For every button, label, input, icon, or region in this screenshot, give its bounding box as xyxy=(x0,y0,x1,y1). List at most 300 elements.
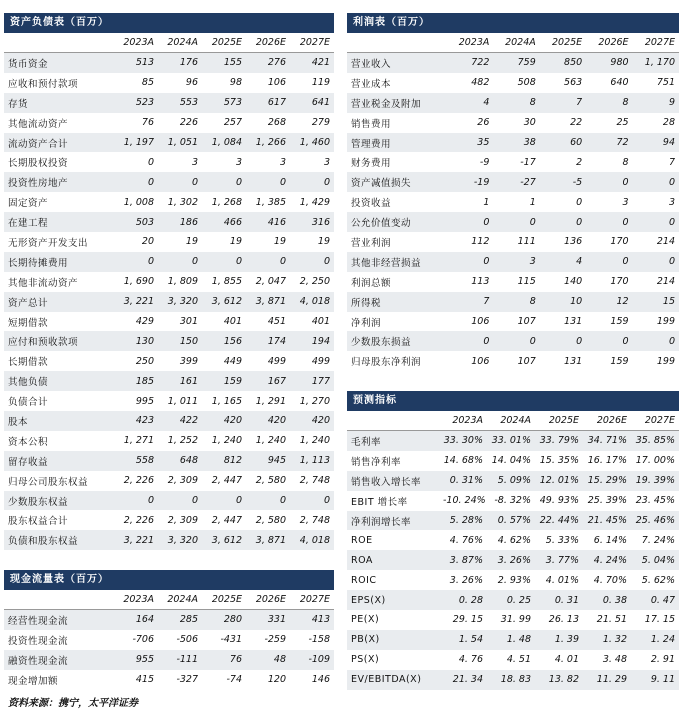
table-row xyxy=(4,471,334,491)
cell-value: 94 xyxy=(633,133,679,153)
cell-value: 573 xyxy=(202,93,246,113)
cell-value: 170 xyxy=(610,236,629,248)
header-blank-cell xyxy=(347,33,447,53)
cell-value: -19 xyxy=(447,172,493,192)
cell-value: 106 xyxy=(471,355,490,367)
cell-value: 1, 690 xyxy=(123,276,154,288)
cell-value: 423 xyxy=(114,411,158,431)
table-row xyxy=(4,371,334,391)
cell-value: 4, 018 xyxy=(290,292,334,312)
cell-value: 499 xyxy=(311,355,330,367)
row-label: 无形资产开发支出 xyxy=(8,237,89,249)
year-header: 2024A xyxy=(167,37,198,48)
cell-value: 0 xyxy=(158,172,202,192)
cell-value: 0 xyxy=(540,331,586,351)
cell-value: 2, 580 xyxy=(255,475,286,487)
table-row xyxy=(4,411,334,431)
cell-value: 553 xyxy=(158,93,202,113)
income-header-row xyxy=(347,33,679,53)
cell-value: 499 xyxy=(267,355,286,367)
balance-sheet-panel xyxy=(4,13,334,550)
row-label: 所得税 xyxy=(347,292,447,312)
cell-value: 0 xyxy=(202,172,246,192)
cell-value: 1, 252 xyxy=(167,435,198,447)
cell-value: 174 xyxy=(246,331,290,351)
cell-value: 16. 17% xyxy=(587,455,627,467)
table-row xyxy=(347,351,679,371)
row-label: EBIT 增长率 xyxy=(351,496,408,508)
cell-value: 136 xyxy=(564,236,583,248)
cell-value: 199 xyxy=(656,355,675,367)
cell-value: 257 xyxy=(223,117,242,129)
cell-value: 8 xyxy=(586,93,632,113)
cell-value: 4. 62% xyxy=(497,534,531,546)
cell-value: 111 xyxy=(517,236,536,248)
cell-value: 0 xyxy=(493,212,539,232)
cell-value: 17. 00% xyxy=(635,455,675,467)
cell-value: 945 xyxy=(246,451,290,471)
cell-value: 2 xyxy=(576,156,583,168)
cell-value: 155 xyxy=(202,53,246,73)
cell-value: 1. 24 xyxy=(631,630,679,650)
cell-value: -506 xyxy=(176,634,198,646)
row-label: 少数股东损益 xyxy=(347,331,447,351)
cell-value: 420 xyxy=(202,411,246,431)
cell-value: 331 xyxy=(246,610,290,630)
cell-value: 1, 240 xyxy=(211,435,242,447)
cell-value: 226 xyxy=(179,117,198,129)
forecast-title: 预测指标 xyxy=(347,391,679,411)
cell-value: 0 xyxy=(114,172,158,192)
cell-value: 0. 31% xyxy=(439,471,487,491)
year-header: 2025E xyxy=(211,594,242,605)
cell-value: 164 xyxy=(114,610,158,630)
cell-value: 1. 48 xyxy=(487,630,535,650)
table-row xyxy=(347,212,679,232)
cell-value: 49. 93% xyxy=(539,495,579,507)
cell-value: 0 xyxy=(586,252,632,272)
income-panel xyxy=(347,13,679,371)
table-row xyxy=(347,73,679,93)
row-label: 其他非流动资产 xyxy=(8,277,79,289)
cell-value: 4. 70% xyxy=(593,574,627,586)
cell-value: 214 xyxy=(656,276,675,288)
cell-value: -5 xyxy=(540,172,586,192)
row-label: 利润总额 xyxy=(351,277,392,289)
cell-value: 19 xyxy=(317,236,330,248)
cell-value: 2. 93% xyxy=(497,574,531,586)
row-label: 营业收入 xyxy=(347,53,447,73)
cell-value: -706 xyxy=(132,634,154,646)
row-label: 股本 xyxy=(4,411,114,431)
cell-value: 0 xyxy=(586,172,632,192)
cell-value: 11. 29 xyxy=(583,670,631,690)
table-row xyxy=(4,312,334,332)
cashflow-panel xyxy=(4,570,334,690)
cell-value: 449 xyxy=(223,355,242,367)
cell-value: 1 xyxy=(483,196,490,208)
cell-value: 159 xyxy=(610,316,629,328)
cashflow-title: 现金流量表（百万） xyxy=(4,570,334,590)
cell-value: 14. 04% xyxy=(491,455,531,467)
cell-value: 1, 240 xyxy=(255,435,286,447)
row-label: 投资性现金流 xyxy=(8,635,69,647)
row-label: ROE xyxy=(351,534,373,546)
cell-value: 120 xyxy=(267,674,286,686)
cell-value: 1, 165 xyxy=(211,395,242,407)
row-label: 负债和股东权益 xyxy=(4,530,114,550)
cell-value: 4. 76% xyxy=(449,534,483,546)
cell-value: 1, 170 xyxy=(633,53,679,73)
year-header: 2027E xyxy=(644,415,675,426)
cell-value: 10 xyxy=(540,292,586,312)
cell-value: 4. 51 xyxy=(506,654,531,666)
cell-value: 1, 855 xyxy=(211,276,242,288)
cell-value: 112 xyxy=(471,236,490,248)
row-label: 净利润增长率 xyxy=(347,511,439,531)
row-label: 其他流动资产 xyxy=(8,118,69,130)
table-row xyxy=(4,133,334,153)
cell-value: 21. 45% xyxy=(583,511,631,531)
cell-value: 60 xyxy=(540,133,586,153)
table-row xyxy=(347,530,679,550)
cell-value: 115 xyxy=(517,276,536,288)
cell-value: -27 xyxy=(493,172,539,192)
cell-value: 3. 48 xyxy=(602,654,627,666)
table-row xyxy=(4,451,334,471)
cell-value: 1. 39 xyxy=(535,630,583,650)
cell-value: 513 xyxy=(114,53,158,73)
cell-value: 5. 28% xyxy=(439,511,487,531)
cell-value: 15 xyxy=(633,292,679,312)
row-label: ROIC xyxy=(351,574,377,586)
cell-value: 0 xyxy=(114,252,158,272)
cell-value: 1, 385 xyxy=(255,196,286,208)
cell-value: 0 xyxy=(158,252,202,272)
cell-value: 25 xyxy=(616,117,629,129)
cell-value: 1, 302 xyxy=(167,196,198,208)
cell-value: 1, 011 xyxy=(167,395,198,407)
cell-value: 7. 24% xyxy=(641,534,675,546)
cell-value: 4. 01% xyxy=(545,574,579,586)
table-row xyxy=(347,570,679,590)
cell-value: 2, 447 xyxy=(211,514,242,526)
table-row xyxy=(4,113,334,133)
row-label: 归母公司股东权益 xyxy=(8,476,89,488)
cell-value: 177 xyxy=(290,371,334,391)
cell-value: 119 xyxy=(311,77,330,89)
cell-value: 0 xyxy=(290,491,334,511)
table-row xyxy=(347,272,679,292)
row-label: 营业利润 xyxy=(351,237,392,249)
cell-value: 0 xyxy=(447,212,493,232)
cell-value: 0. 25 xyxy=(487,590,535,610)
cell-value: 34. 71% xyxy=(583,431,631,451)
table-row xyxy=(4,331,334,351)
cell-value: 0 xyxy=(246,491,290,511)
cell-value: 167 xyxy=(246,371,290,391)
cell-value: 19. 39% xyxy=(631,471,679,491)
cell-value: 3 xyxy=(622,196,629,208)
table-row xyxy=(347,292,679,312)
cell-value: 1, 197 xyxy=(114,133,158,153)
cell-value: 1, 240 xyxy=(299,435,330,447)
table-row xyxy=(347,610,679,630)
table-row xyxy=(347,172,679,192)
row-label: 经营性现金流 xyxy=(4,610,114,630)
cell-value: 194 xyxy=(290,331,334,351)
cell-value: 0 xyxy=(447,252,493,272)
cell-value: 0. 38 xyxy=(583,590,631,610)
cell-value: 186 xyxy=(158,212,202,232)
cell-value: 1, 268 xyxy=(211,196,242,208)
cell-value: 2, 309 xyxy=(167,475,198,487)
cell-value: 48 xyxy=(246,650,290,670)
cell-value: 420 xyxy=(246,411,290,431)
income-title: 利润表（百万） xyxy=(347,13,679,33)
year-header: 2026E xyxy=(255,594,286,605)
cell-value: 422 xyxy=(158,411,202,431)
cell-value: -109 xyxy=(290,650,334,670)
year-header: 2023A xyxy=(458,37,490,48)
cell-value: 20 xyxy=(141,236,154,248)
cell-value: 508 xyxy=(517,77,536,89)
cell-value: 0 xyxy=(576,196,583,208)
cell-value: 0 xyxy=(114,491,158,511)
table-row xyxy=(4,530,334,550)
table-row xyxy=(4,391,334,411)
row-label: 货币资金 xyxy=(4,53,114,73)
cell-value: 0 xyxy=(202,491,246,511)
row-label: 营业成本 xyxy=(351,78,392,90)
cell-value: 3 xyxy=(668,196,675,208)
year-header: 2026E xyxy=(255,37,286,48)
cell-value: 159 xyxy=(610,355,629,367)
cell-value: 14. 68% xyxy=(443,455,483,467)
cell-value: 1, 084 xyxy=(202,133,246,153)
cell-value: 22. 44% xyxy=(535,511,583,531)
cell-value: 3, 320 xyxy=(158,530,202,550)
cell-value: -431 xyxy=(220,634,242,646)
cell-value: -17 xyxy=(520,156,536,168)
cell-value: 76 xyxy=(141,117,154,129)
cell-value: 759 xyxy=(493,53,539,73)
table-row xyxy=(4,252,334,272)
table-row xyxy=(347,550,679,570)
table-row xyxy=(4,192,334,212)
table-row xyxy=(347,511,679,531)
cell-value: 1. 54 xyxy=(439,630,487,650)
cell-value: 523 xyxy=(114,93,158,113)
cell-value: 641 xyxy=(290,93,334,113)
row-label: 现金增加额 xyxy=(8,675,59,687)
cell-value: 429 xyxy=(135,316,154,328)
cell-value: 751 xyxy=(656,77,675,89)
cell-value: 106 xyxy=(267,77,286,89)
table-row xyxy=(4,232,334,252)
cell-value: 0 xyxy=(633,212,679,232)
cell-value: 106 xyxy=(471,316,490,328)
table-row xyxy=(4,630,334,650)
cell-value: 2, 250 xyxy=(299,276,330,288)
cell-value: 3, 320 xyxy=(158,292,202,312)
cell-value: 503 xyxy=(114,212,158,232)
cell-value: 185 xyxy=(114,371,158,391)
cell-value: 3. 77% xyxy=(535,550,583,570)
forecast-table xyxy=(347,411,679,690)
cell-value: 23. 45% xyxy=(635,495,675,507)
cell-value: 8 xyxy=(622,156,629,168)
cell-value: 107 xyxy=(517,316,536,328)
cell-value: 3 xyxy=(323,156,330,168)
row-label: 固定资产 xyxy=(8,198,49,210)
cell-value: 5. 62% xyxy=(641,574,675,586)
cell-value: 563 xyxy=(564,77,583,89)
cell-value: 2, 047 xyxy=(255,276,286,288)
cell-value: 25. 39% xyxy=(587,495,627,507)
cell-value: 25. 46% xyxy=(631,511,679,531)
cell-value: 0 xyxy=(586,331,632,351)
year-header: 2026E xyxy=(598,37,629,48)
row-label: 资产总计 xyxy=(4,292,114,312)
row-label: EPS(X) xyxy=(347,590,439,610)
income-table xyxy=(347,33,679,371)
row-label: 融资性现金流 xyxy=(4,650,114,670)
cell-value: 980 xyxy=(586,53,632,73)
cell-value: -8. 32% xyxy=(494,495,531,507)
cell-value: 0 xyxy=(290,172,334,192)
cell-value: 3, 871 xyxy=(246,530,290,550)
row-label: PE(X) xyxy=(351,614,380,626)
cell-value: 2, 226 xyxy=(123,514,154,526)
cell-value: 26. 13 xyxy=(548,614,579,626)
row-label: 流动资产合计 xyxy=(4,133,114,153)
cell-value: 22 xyxy=(570,117,583,129)
cell-value: 451 xyxy=(267,316,286,328)
cell-value: 3 xyxy=(235,156,242,168)
cell-value: 30 xyxy=(523,117,536,129)
cell-value: 3, 612 xyxy=(202,292,246,312)
row-label: 投资收益 xyxy=(351,198,392,210)
row-label: 留存收益 xyxy=(4,451,114,471)
table-row xyxy=(4,172,334,192)
cell-value: 0 xyxy=(202,252,246,272)
cell-value: -327 xyxy=(176,674,198,686)
cell-value: 640 xyxy=(610,77,629,89)
row-label: 销售净利率 xyxy=(351,456,402,468)
cell-value: 1, 270 xyxy=(299,395,330,407)
row-label: 资本公积 xyxy=(8,436,49,448)
cell-value: -74 xyxy=(226,674,242,686)
cell-value: 1, 291 xyxy=(255,395,286,407)
table-row xyxy=(347,451,679,471)
cell-value: 12 xyxy=(586,292,632,312)
table-row xyxy=(347,331,679,351)
cell-value: 415 xyxy=(135,674,154,686)
cell-value: 35 xyxy=(447,133,493,153)
cell-value: 3, 612 xyxy=(202,530,246,550)
cell-value: 1, 113 xyxy=(290,451,334,471)
row-label: 在建工程 xyxy=(4,212,114,232)
cell-value: 722 xyxy=(447,53,493,73)
cell-value: 1, 266 xyxy=(246,133,290,153)
header-blank-cell xyxy=(347,411,439,431)
cell-value: 8 xyxy=(493,93,539,113)
forecast-panel xyxy=(347,391,679,690)
row-label: 管理费用 xyxy=(347,133,447,153)
cashflow-table xyxy=(4,590,334,690)
year-header: 2027E xyxy=(644,37,675,48)
cell-value: 466 xyxy=(202,212,246,232)
table-row xyxy=(4,610,334,630)
cell-value: 29. 15 xyxy=(452,614,483,626)
table-row xyxy=(347,113,679,133)
cell-value: 1, 051 xyxy=(158,133,202,153)
cell-value: 4, 018 xyxy=(290,530,334,550)
cell-value: 4. 24% xyxy=(583,550,631,570)
cell-value: 96 xyxy=(185,77,198,89)
cell-value: 416 xyxy=(246,212,290,232)
cell-value: 8 xyxy=(493,292,539,312)
row-label: 公允价值变动 xyxy=(347,212,447,232)
table-row xyxy=(4,292,334,312)
cell-value: 995 xyxy=(135,395,154,407)
cell-value: -10. 24% xyxy=(443,495,486,507)
cell-value: -9 xyxy=(479,156,490,168)
cell-value: -111 xyxy=(158,650,202,670)
cell-value: 3, 221 xyxy=(114,530,158,550)
table-row xyxy=(4,510,334,530)
cell-value: 850 xyxy=(540,53,586,73)
cell-value: 5. 04% xyxy=(631,550,679,570)
cell-value: 413 xyxy=(290,610,334,630)
row-label: ROA xyxy=(347,550,439,570)
year-header: 2023A xyxy=(123,37,154,48)
row-label: 销售收入增长率 xyxy=(347,471,439,491)
cell-value: 176 xyxy=(158,53,202,73)
cell-value: 0 xyxy=(447,331,493,351)
cell-value: 0 xyxy=(633,172,679,192)
cell-value: 15. 29% xyxy=(583,471,631,491)
cell-value: 2, 309 xyxy=(167,514,198,526)
cell-value: 33. 30% xyxy=(439,431,487,451)
cell-value: 316 xyxy=(290,212,334,232)
row-label: 长期股权投资 xyxy=(8,158,69,170)
year-header: 2025E xyxy=(551,37,583,48)
balance-sheet-title: 资产负债表（百万） xyxy=(4,13,334,33)
cell-value: 401 xyxy=(311,316,330,328)
row-label: PS(X) xyxy=(351,654,380,666)
cell-value: 7 xyxy=(540,93,586,113)
cell-value: 0 xyxy=(290,252,334,272)
row-label: EV/EBITDA(X) xyxy=(347,670,439,690)
year-header: 2027E xyxy=(299,37,330,48)
row-label: 财务费用 xyxy=(351,158,392,170)
balance-sheet-header-row xyxy=(4,33,334,53)
cell-value: 98 xyxy=(229,77,242,89)
cell-value: 268 xyxy=(267,117,286,129)
cell-value: 1, 429 xyxy=(299,196,330,208)
row-label: PB(X) xyxy=(347,630,439,650)
row-label: 其他负债 xyxy=(4,371,114,391)
source-note: 资料来源：携宁，太平洋证券 xyxy=(8,698,138,709)
cell-value: 0 xyxy=(633,331,679,351)
table-row xyxy=(347,670,679,690)
cell-value: 0 xyxy=(493,331,539,351)
cell-value: 38 xyxy=(493,133,539,153)
year-header: 2025E xyxy=(211,37,242,48)
cell-value: 33. 79% xyxy=(535,431,583,451)
